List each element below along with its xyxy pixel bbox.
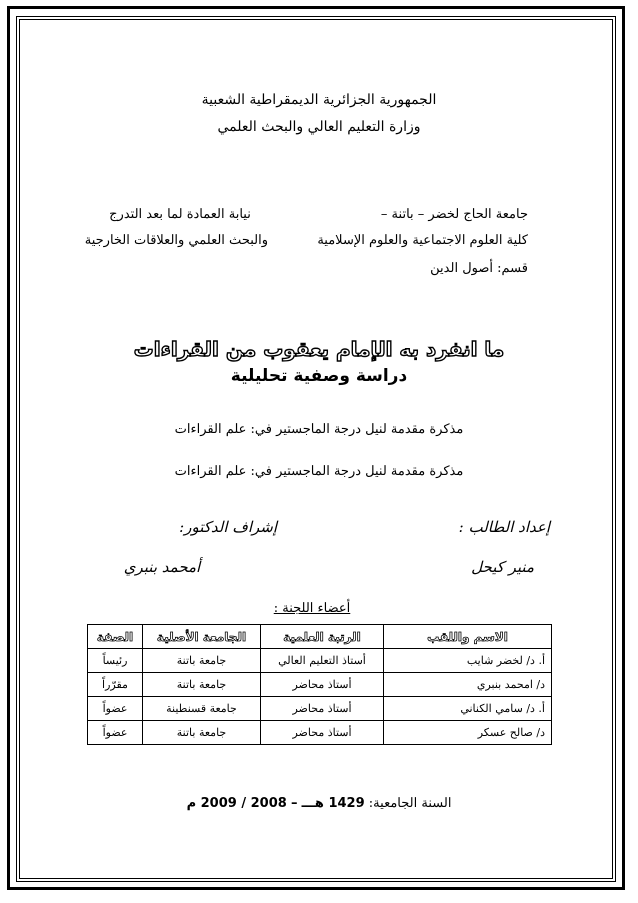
committee-header-row — [88, 625, 552, 649]
member-university: جامعة باتنة — [143, 673, 261, 697]
academic-year — [0, 796, 638, 811]
table-row — [88, 673, 552, 697]
academic-year-label: السنة الجامعية: — [368, 796, 452, 811]
table-row — [88, 721, 552, 745]
header-role: الصفة — [88, 625, 143, 649]
member-name: د/ صالح عسكر — [384, 721, 552, 745]
thesis-purpose-1: مذكرة مقدمة لنيل درجة الماجستير في: علم القراءات — [174, 422, 464, 437]
academic-year-gregorian: 2008 / 2009 م — [186, 796, 287, 811]
deanship-line-2: والبحث العلمي والعلاقات الخارجية — [84, 233, 268, 248]
member-role: رئيساً — [88, 649, 143, 673]
academic-year-hijri: 1429 هـــ — [301, 796, 365, 811]
thesis-title: ما انفرد به الإمام يعقوب من القراءات — [133, 337, 505, 361]
university-name: جامعة الحاج لخضر – باتنة – — [380, 207, 528, 222]
table-row — [88, 697, 552, 721]
table-row — [88, 649, 552, 673]
header-name: الاسم واللقب — [384, 625, 552, 649]
member-name: أ. د/ لخضر شايب — [384, 649, 552, 673]
student-label: إعداد الطالب : — [458, 518, 550, 536]
header-university: الجامعة الأصلية — [143, 625, 261, 649]
department-name: قسم: أصول الدين — [430, 261, 528, 276]
thesis-purpose-2: مذكرة مقدمة لنيل درجة الماجستير في: علم القراءات — [174, 464, 464, 479]
page-border-inner-2 — [19, 19, 613, 879]
member-rank: أستاذ محاضر — [261, 697, 384, 721]
member-role: عضواً — [88, 697, 143, 721]
student-name: منير كيحل — [471, 558, 534, 576]
member-role: عضواً — [88, 721, 143, 745]
member-university: جامعة قسنطينة — [143, 697, 261, 721]
thesis-subtitle: دراسة وصفية تحليلية — [230, 366, 408, 386]
supervisor-label: إشراف الدكتور: — [179, 518, 277, 536]
supervisor-name: أمحمد بنبري — [123, 558, 201, 576]
member-name: أ. د/ سامي الكناني — [384, 697, 552, 721]
member-university: جامعة باتنة — [143, 721, 261, 745]
member-rank: أستاذ محاضر — [261, 673, 384, 697]
faculty-name: كلية العلوم الاجتماعية والعلوم الإسلامية — [317, 233, 528, 248]
ministry-heading: وزارة التعليم العالي والبحث العلمي — [217, 119, 421, 135]
header-rank: الرتبة العلمية — [261, 625, 384, 649]
member-university: جامعة باتنة — [143, 649, 261, 673]
deanship-line-1: نيابة العمادة لما بعد التدرج — [109, 207, 251, 222]
academic-year-separator: – — [290, 796, 298, 811]
committee-label: أعضاء اللجنة : — [273, 601, 351, 616]
member-rank: أستاذ محاضر — [261, 721, 384, 745]
member-rank: أستاذ التعليم العالي — [261, 649, 384, 673]
republic-heading: الجمهورية الجزائرية الديمقراطية الشعبية — [201, 92, 437, 108]
member-name: د/ امحمد بنبري — [384, 673, 552, 697]
member-role: مقرّراً — [88, 673, 143, 697]
committee-table — [87, 624, 552, 745]
